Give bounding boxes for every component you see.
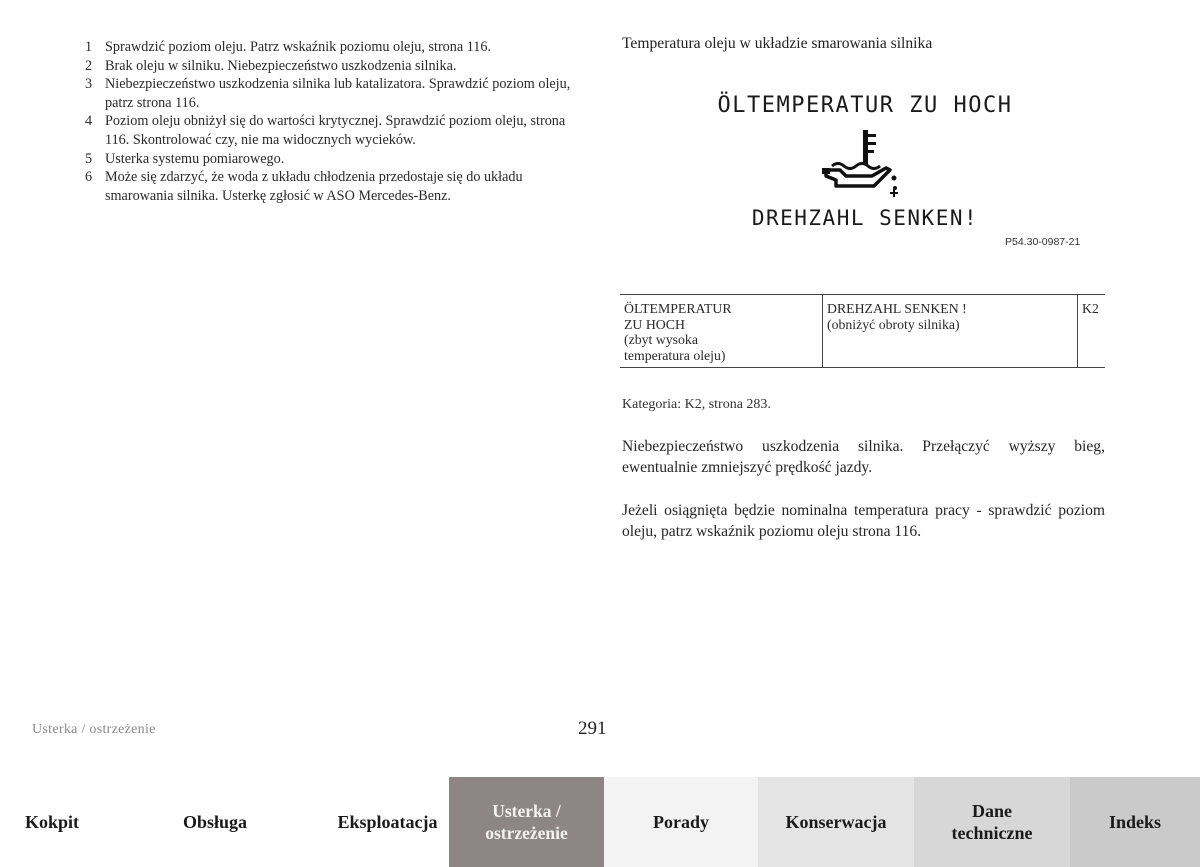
table-cell-line: temperatura oleju) [624, 347, 726, 363]
list-item-number: 1 [85, 39, 93, 55]
tab-label: Indeks [1108, 812, 1162, 832]
list-item-text: Może się zdarzyć, że woda z układu chłodzenia przedostaje się do układu smarowania silnika. Usterkę zgłosić w ASO Mercedes-Benz. [105, 169, 523, 204]
list-item-number: 5 [85, 150, 93, 167]
table-cell-line: (zbyt wysoka [624, 332, 698, 347]
list-item-text: Usterka systemu pomiarowego. [105, 150, 285, 167]
chapter-nav-bar [0, 777, 1200, 867]
tab-obsluga[interactable] [104, 777, 326, 867]
table-cell-line: ZU HOCH [624, 316, 685, 332]
list-item [85, 150, 577, 169]
tab-label: Eksploatacja [337, 812, 438, 832]
table-cell-action [823, 295, 1078, 368]
list-item [85, 112, 577, 149]
message-table [620, 294, 1105, 368]
list-item-number: 3 [85, 76, 93, 93]
section-heading: Temperatura oleju w układzie smarowania silnika [622, 35, 933, 52]
tab-label: Dane [971, 801, 1012, 821]
table-cell-message [620, 295, 823, 368]
tab-label: Konserwacja [785, 812, 887, 832]
list-item [85, 38, 577, 57]
list-item-number: 2 [85, 57, 93, 74]
tab-dane-techniczne[interactable] [914, 777, 1070, 867]
list-item-text: Poziom oleju obniżył się do wartości krytycznej. Sprawdzić poziom oleju, strona 116. Skontrolować czy, nie ma widocznych wycieków. [105, 113, 566, 148]
list-item [85, 57, 577, 76]
list-item-number: 6 [85, 169, 93, 186]
body-paragraph: Niebezpieczeństwo uszkodzenia silnika. Przełączyć wyższy bieg, ewentualnie zmniejszyć prędkość jazdy. [622, 438, 1105, 476]
tab-porady[interactable] [604, 777, 758, 867]
list-item-text: Niebezpieczeństwo uszkodzenia silnika lub katalizatora. Sprawdzić poziom oleju, patrz strona 116. [105, 76, 571, 111]
table-cell-line: (obniżyć obroty silnika) [827, 316, 960, 332]
table-cell-line: ÖLTEMPERATUR [624, 301, 732, 316]
tab-label: Porady [653, 812, 709, 832]
table-cell-line: DREHZAHL SENKEN ! [827, 301, 967, 316]
tab-kokpit[interactable] [0, 777, 104, 867]
tab-label-line-2: techniczne [951, 823, 1033, 843]
instruction-list [85, 38, 577, 205]
tab-eksploatacja[interactable] [326, 777, 449, 867]
list-item [85, 168, 577, 205]
table-row [620, 295, 1105, 368]
list-item-text: Sprawdzić poziom oleju. Patrz wskaźnik poziomu oleju, strona 116. [105, 39, 491, 55]
body-paragraph: Jeżeli osiągnięta będzie nominalna temperatura pracy - sprawdzić poziom oleju, patrz wskaźnik poziomu oleju strona 116. [622, 502, 1105, 540]
tab-label: Kokpit [24, 812, 80, 832]
display-message-line-2: DREHZAHL SENKEN! [751, 206, 979, 230]
tab-konserwacja[interactable] [758, 777, 914, 867]
list-item-number: 4 [85, 113, 93, 130]
display-message-line-1: ÖLTEMPERATUR ZU HOCH [717, 93, 1013, 118]
tab-label-line-2: ostrzeżenie [485, 823, 568, 843]
tab-label: Obsługa [182, 812, 248, 832]
figure-reference: P54.30-0987-21 [1005, 236, 1081, 248]
tab-label: Usterka / [492, 801, 561, 821]
category-reference: Kategoria: K2, strona 283. [622, 397, 771, 412]
footer-section-title: Usterka / ostrzeżenie [32, 722, 156, 737]
list-item-text: Brak oleju w silniku. Niebezpieczeństwo uszkodzenia silnika. [105, 57, 457, 74]
instrument-display-illustration [690, 88, 1040, 243]
table-cell-category: K2 [1078, 295, 1106, 368]
page-number: 291 [578, 718, 607, 739]
tab-usterka-ostrzezenie[interactable] [449, 777, 604, 867]
list-item [85, 75, 577, 112]
oil-temperature-icon [810, 128, 920, 200]
tab-indeks[interactable] [1070, 777, 1200, 867]
